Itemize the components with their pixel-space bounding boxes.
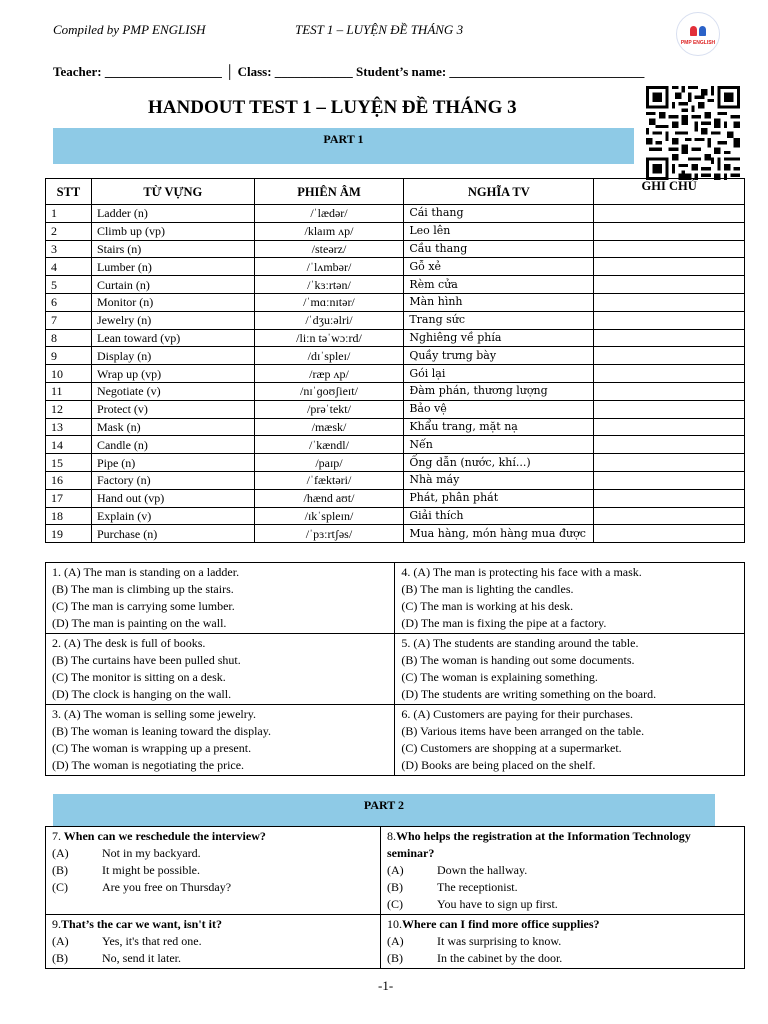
vocab-stt: 1: [46, 205, 92, 223]
answer-option: (B) It might be possible.: [52, 863, 200, 877]
vocab-word: Factory (n): [91, 471, 254, 489]
vocab-meaning: Đàm phán, thương lượng: [404, 382, 594, 400]
vocab-stt: 19: [46, 525, 92, 543]
answer-option: (C) Are you free on Thursday?: [52, 880, 232, 894]
question-7: [46, 827, 381, 915]
vocab-row: [46, 525, 745, 543]
vocab-row: [46, 329, 745, 347]
student-info-line: Teacher: __________________ │ Class: ____________ Student’s name: ______________________________: [53, 64, 645, 79]
question-text: 7. When can we reschedule the interview?: [52, 829, 266, 843]
answer-option: (B) The woman is leaning toward the display.: [52, 724, 271, 738]
vocab-note: [594, 276, 745, 294]
vocab-row: [46, 382, 745, 400]
vocab-phonetic: /liːn təˈwɔːrd/: [254, 329, 404, 347]
vocab-row: [46, 365, 745, 383]
vocab-note: [594, 222, 745, 240]
vocab-phonetic: /ˈpɜːrtʃəs/: [254, 525, 404, 543]
vocab-phonetic: /steərz/: [254, 240, 404, 258]
answer-option: (D) The man is fixing the pipe at a factory.: [401, 616, 607, 630]
vocab-note: [594, 329, 745, 347]
vocab-meaning: Cầu thang: [404, 240, 594, 258]
vocab-phonetic: /mæsk/: [254, 418, 404, 436]
answer-option: (D) The man is painting on the wall.: [52, 616, 227, 630]
answer-option: (D) The woman is negotiating the price.: [52, 758, 245, 772]
vocab-meaning: Mua hàng, món hàng mua được: [404, 525, 594, 543]
vocab-note: [594, 400, 745, 418]
vocab-word: Climb up (vp): [91, 222, 254, 240]
vocab-phonetic: /ˈdʒuːəlri/: [254, 311, 404, 329]
vocab-phonetic: /nɪˈɡoʊʃieɪt/: [254, 382, 404, 400]
test-name-text: TEST 1 – LUYỆN ĐỀ THÁNG 3: [295, 22, 464, 37]
vocab-phonetic: /ˈfæktəri/: [254, 471, 404, 489]
question-cell: [46, 563, 395, 634]
vocab-note: [594, 507, 745, 525]
vocab-word: Explain (v): [91, 507, 254, 525]
vocab-row: [46, 489, 745, 507]
logo-text: PMP ENGLISH: [680, 39, 716, 46]
vocab-stt: 16: [46, 471, 92, 489]
vocab-row: [46, 293, 745, 311]
vocab-phonetic: /paɪp/: [254, 454, 404, 472]
vocab-word: Ladder (n): [91, 205, 254, 223]
question-row: [46, 563, 745, 634]
vocab-stt: 3: [46, 240, 92, 258]
answer-option: (C) The woman is wrapping up a present.: [52, 741, 252, 755]
question-text: 9.That’s the car we want, isn't it?: [52, 917, 222, 931]
vocab-note: [594, 311, 745, 329]
vocab-word: Candle (n): [91, 436, 254, 454]
vocab-phonetic: /prəˈtekt/: [254, 400, 404, 418]
vocab-meaning: Trang sức: [404, 311, 594, 329]
vocab-stt: 6: [46, 293, 92, 311]
vocab-row: [46, 400, 745, 418]
answer-option: (B) The man is lighting the candles.: [401, 582, 574, 596]
vocab-stt: 2: [46, 222, 92, 240]
col-stt-header: STT: [46, 179, 92, 205]
vocab-stt: 11: [46, 382, 92, 400]
question-cell: [46, 705, 395, 776]
answer-option: (D) Books are being placed on the shelf.: [401, 758, 596, 772]
vocab-row: [46, 471, 745, 489]
vocab-row: [46, 347, 745, 365]
answer-option: 2. (A) The desk is full of books.: [52, 636, 206, 650]
vocab-note: [594, 418, 745, 436]
question-10: [381, 915, 745, 969]
vocab-word: Lumber (n): [91, 258, 254, 276]
vocab-stt: 13: [46, 418, 92, 436]
answer-option: (A) Yes, it's that red one.: [52, 934, 202, 948]
vocab-row: [46, 258, 745, 276]
question-cell: [395, 705, 745, 776]
vocab-stt: 5: [46, 276, 92, 294]
answer-option: (D) The clock is hanging on the wall.: [52, 687, 232, 701]
vocab-note: [594, 347, 745, 365]
part2-header: PART 2: [53, 794, 715, 826]
vocab-note: [594, 454, 745, 472]
pmp-english-logo: [676, 12, 720, 56]
answer-option: (D) The students are writing something on the board.: [401, 687, 657, 701]
vocab-word: Monitor (n): [91, 293, 254, 311]
question-9: [46, 915, 381, 969]
vocab-phonetic: /ˈlʌmbər/: [254, 258, 404, 276]
vocab-stt: 17: [46, 489, 92, 507]
part2-row: [46, 915, 745, 969]
vocab-meaning: Bảo vệ: [404, 400, 594, 418]
answer-option: (A) Not in my backyard.: [52, 846, 201, 860]
vocab-phonetic: /klaɪm ʌp/: [254, 222, 404, 240]
vocab-word: Curtain (n): [91, 276, 254, 294]
vocab-note: [594, 293, 745, 311]
vocab-row: [46, 205, 745, 223]
vocab-meaning: Ống dẫn (nước, khí...): [404, 454, 594, 472]
part2-questions-table: [45, 826, 745, 969]
vocab-meaning: Gỗ xẻ: [404, 258, 594, 276]
question-cell: [395, 563, 745, 634]
answer-option: (C) The monitor is sitting on a desk.: [52, 670, 226, 684]
vocab-note: [594, 471, 745, 489]
vocab-word: Stairs (n): [91, 240, 254, 258]
vocab-stt: 18: [46, 507, 92, 525]
answer-option: (B) The man is climbing up the stairs.: [52, 582, 234, 596]
vocab-meaning: Phát, phân phát: [404, 489, 594, 507]
answer-option: (C) The woman is explaining something.: [401, 670, 598, 684]
vocabulary-table: [45, 178, 745, 543]
vocab-word: Protect (v): [91, 400, 254, 418]
answer-option: (B) The woman is handing out some documents.: [401, 653, 635, 667]
vocab-row: [46, 454, 745, 472]
part1-questions-body: [46, 563, 745, 776]
vocab-body: [46, 205, 745, 543]
vocab-meaning: Cái thang: [404, 205, 594, 223]
vocab-stt: 10: [46, 365, 92, 383]
vocab-word: Purchase (n): [91, 525, 254, 543]
vocab-meaning: Nghiêng về phía: [404, 329, 594, 347]
vocab-row: [46, 418, 745, 436]
part1-header: PART 1: [53, 128, 634, 164]
question-text: 8.Who helps the registration at the Information Technology seminar?: [387, 829, 691, 860]
vocab-meaning: Rèm cửa: [404, 276, 594, 294]
vocab-phonetic: /ˈkɜːrtən/: [254, 276, 404, 294]
question-row: [46, 705, 745, 776]
vocab-row: [46, 507, 745, 525]
question-row: [46, 634, 745, 705]
col-phonetic-header: PHIÊN ÂM: [254, 179, 404, 205]
vocab-note: [594, 205, 745, 223]
compiled-by-text: Compiled by PMP ENGLISH: [53, 22, 206, 37]
col-notes-header: GHI CHÚ: [594, 179, 745, 205]
answer-option: 3. (A) The woman is selling some jewelry.: [52, 707, 256, 721]
question-cell: [46, 634, 395, 705]
logo-icon: [688, 23, 708, 39]
answer-option: (A) Down the hallway.: [387, 863, 528, 877]
vocab-header-row: [46, 179, 745, 205]
answer-option: (A) It was surprising to know.: [387, 934, 562, 948]
vocab-word: Display (n): [91, 347, 254, 365]
vocab-stt: 7: [46, 311, 92, 329]
answer-option: (B) The receptionist.: [387, 880, 518, 894]
vocab-meaning: Leo lên: [404, 222, 594, 240]
vocab-phonetic: /dɪˈspleɪ/: [254, 347, 404, 365]
vocab-meaning: Quầy trưng bày: [404, 347, 594, 365]
vocab-stt: 15: [46, 454, 92, 472]
vocab-word: Wrap up (vp): [91, 365, 254, 383]
col-word-header: TỪ VỰNG: [91, 179, 254, 205]
vocab-note: [594, 525, 745, 543]
vocab-row: [46, 222, 745, 240]
page-number: -1-: [378, 978, 394, 993]
page-title: HANDOUT TEST 1 – LUYỆN ĐỀ THÁNG 3: [148, 97, 517, 118]
vocab-note: [594, 240, 745, 258]
answer-option: 1. (A) The man is standing on a ladder.: [52, 565, 240, 579]
vocab-meaning: Nến: [404, 436, 594, 454]
vocab-phonetic: /hænd aʊt/: [254, 489, 404, 507]
vocab-stt: 14: [46, 436, 92, 454]
vocab-phonetic: /ˈlædər/: [254, 205, 404, 223]
vocab-row: [46, 276, 745, 294]
answer-option: 6. (A) Customers are paying for their purchases.: [401, 707, 634, 721]
part2-row: [46, 827, 745, 915]
vocab-row: [46, 436, 745, 454]
answer-option: 5. (A) The students are standing around the table.: [401, 636, 639, 650]
question-text: 10.Where can I find more office supplies?: [387, 917, 600, 931]
vocab-note: [594, 489, 745, 507]
vocab-note: [594, 258, 745, 276]
answer-option: (C) You have to sign up first.: [387, 897, 558, 911]
part1-questions-table: [45, 562, 745, 776]
vocab-stt: 12: [46, 400, 92, 418]
answer-option: (C) Customers are shopping at a supermarket.: [401, 741, 622, 755]
vocab-phonetic: /ˈmɑːnɪtər/: [254, 293, 404, 311]
vocab-meaning: Giải thích: [404, 507, 594, 525]
answer-option: (B) No, send it later.: [52, 951, 181, 965]
answer-option: (B) In the cabinet by the door.: [387, 951, 563, 965]
vocab-word: Jewelry (n): [91, 311, 254, 329]
vocab-note: [594, 436, 745, 454]
vocab-phonetic: /ɪkˈspleɪn/: [254, 507, 404, 525]
vocab-meaning: Nhà máy: [404, 471, 594, 489]
answer-option: (C) The man is carrying some lumber.: [52, 599, 235, 613]
vocab-phonetic: /ˈkændl/: [254, 436, 404, 454]
question-8: [381, 827, 745, 915]
vocab-phonetic: /ræp ʌp/: [254, 365, 404, 383]
vocab-meaning: Màn hình: [404, 293, 594, 311]
vocab-row: [46, 311, 745, 329]
col-meaning-header: NGHĨA TV: [404, 179, 594, 205]
vocab-word: Hand out (vp): [91, 489, 254, 507]
qr-code-icon[interactable]: [646, 86, 740, 180]
vocab-word: Mask (n): [91, 418, 254, 436]
vocab-meaning: Khẩu trang, mặt nạ: [404, 418, 594, 436]
vocab-note: [594, 365, 745, 383]
answer-option: (C) The man is working at his desk.: [401, 599, 574, 613]
vocab-stt: 4: [46, 258, 92, 276]
vocab-meaning: Gói lại: [404, 365, 594, 383]
answer-option: (B) Various items have been arranged on the table.: [401, 724, 645, 738]
answer-option: 4. (A) The man is protecting his face with a mask.: [401, 565, 642, 579]
question-cell: [395, 634, 745, 705]
vocab-stt: 9: [46, 347, 92, 365]
vocab-word: Negotiate (v): [91, 382, 254, 400]
vocab-stt: 8: [46, 329, 92, 347]
vocab-word: Pipe (n): [91, 454, 254, 472]
vocab-note: [594, 382, 745, 400]
vocab-word: Lean toward (vp): [91, 329, 254, 347]
vocab-row: [46, 240, 745, 258]
answer-option: (B) The curtains have been pulled shut.: [52, 653, 241, 667]
